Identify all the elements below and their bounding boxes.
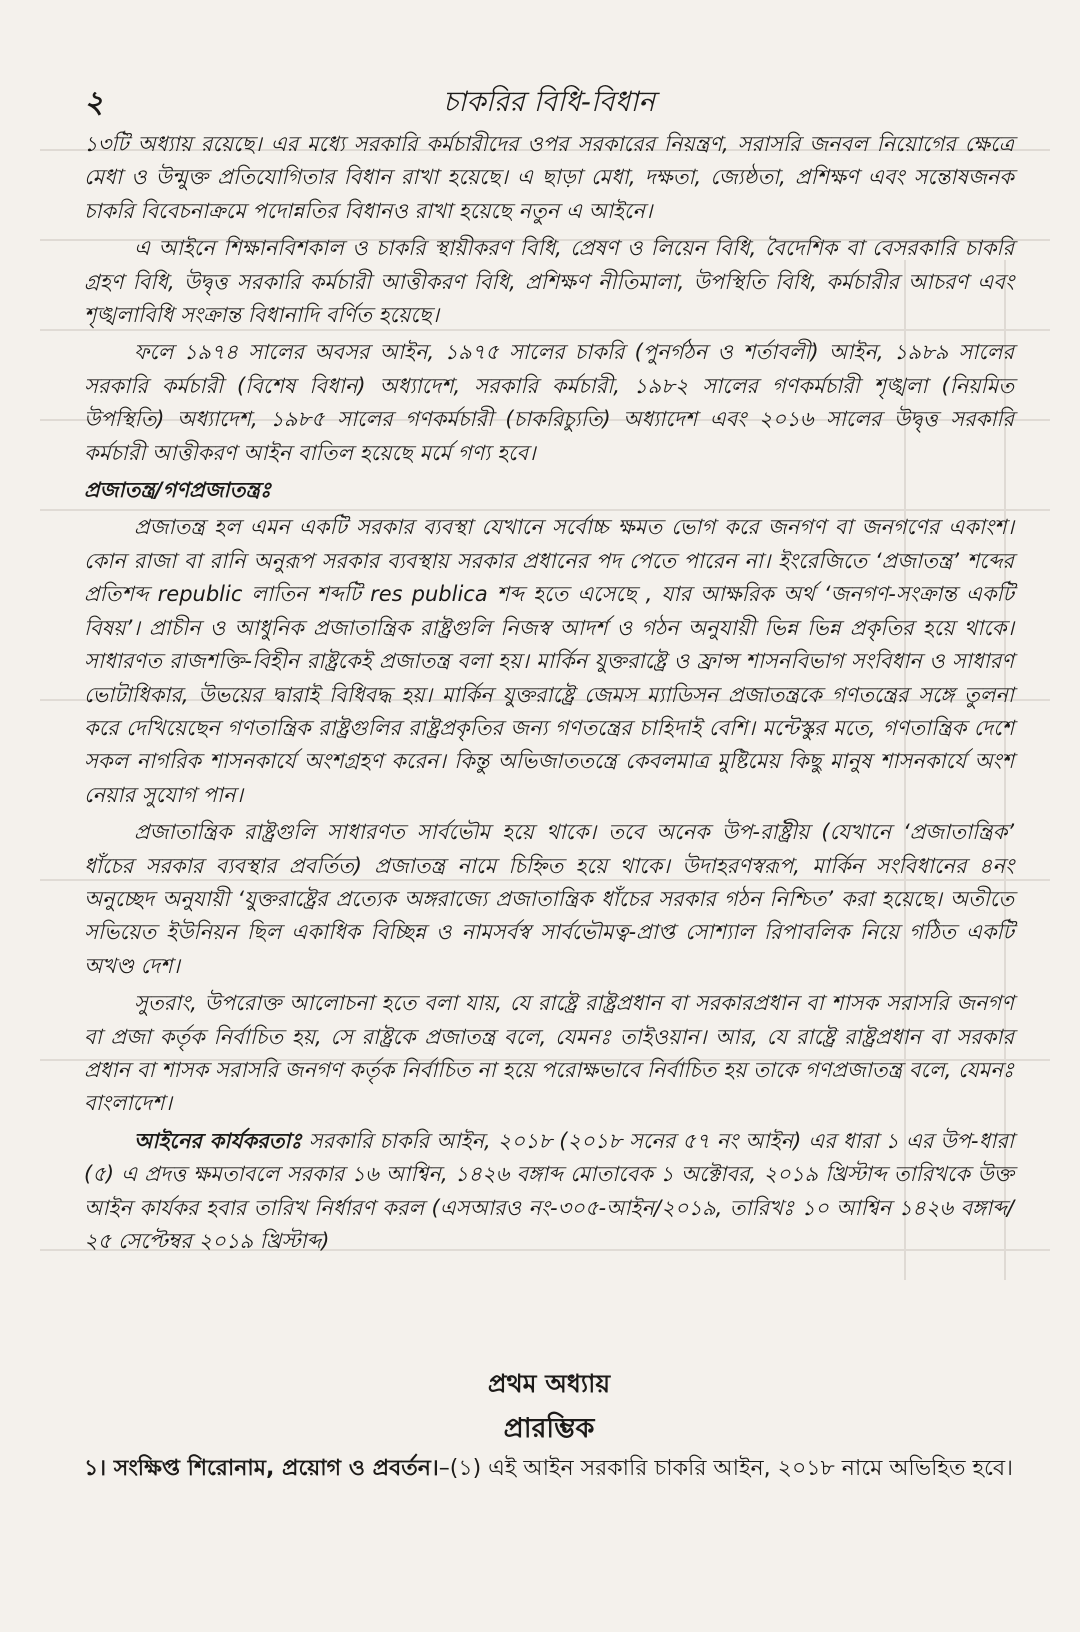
section-1-label: ১। সংক্ষিপ্ত শিরোনাম, প্রয়োগ ও প্রবর্তন। xyxy=(84,1456,439,1481)
body-text xyxy=(84,128,1014,1262)
effective-text: সরকারি চাকরি আইন, ২০১৮ (২০১৮ সনের ৫৭ নং আইন) এর ধারা ১ এর উপ-ধারা (৫) এ প্রদত্ত ক্ষমতাবলে সরকার ১৬ আশ্বিন, ১৪২৬ বঙ্গাব্দ মোতাবেক ১ অক্টোবর, ২০১৯ খ্রিস্টাব্দ তারিখকে উক্ত আইন কার্যকর হবার তারিখ নির্ধারণ করল (এসআরও নং-৩০৫-আইন/২০১৯, তারিখঃ ১০ আশ্বিন ১৪২৬ বঙ্গাব্দ/২৫ সেপ্টেম্বর ২০১৯ খ্রিস্টাব্দ) xyxy=(84,1128,1014,1253)
paragraph-rules: এ আইনে শিক্ষানবিশকাল ও চাকরি স্থায়ীকরণ বিধি, প্রেষণ ও লিয়েন বিধি, বৈদেশিক বা বেসরকারি চাকরি গ্রহণ বিধি, উদ্বৃত্ত সরকারি কর্মচারী আত্তীকরণ বিধি, প্রশিক্ষণ নীতিমালা, উপস্থিতি বিধি, কর্মচারীর আচরণ এবং শৃঙ্খলাবিধি সংক্রান্ত বিধানাদি বর্ণিত হয়েছে। xyxy=(84,236,1014,328)
republic-heading: প্রজাতন্ত্র/গণপ্রজাতন্ত্রঃ xyxy=(84,478,272,503)
chapter-title: প্রারম্ভিক xyxy=(503,1413,595,1444)
paragraph-republic-states: প্রজাতান্ত্রিক রাষ্ট্রগুলি সাধারণত সার্বভৌম হয়ে থাকে। তবে অনেক উপ-রাষ্ট্রীয় (যেখানে ‘প্রজাতান্ত্রিক’ ধাঁচের সরকার ব্যবস্থার প্রবর্তিত) প্রজাতন্ত্র নামে চিহ্নিত হয়ে থাকে। উদাহরণস্বরূপ, মার্কিন সংবিধানের ৪নং অনুচ্ছেদ অনুযায়ী ‘যুক্তরাষ্ট্রের প্রত্যেক অঙ্গরাজ্যে প্রজাতান্ত্রিক ধাঁচের সরকার গঠন নিশ্চিত’ করা হয়েছে। অতীতে সভিয়েত ইউনিয়ন ছিল একাধিক বিচ্ছিন্ন ও নামসর্বস্ব সার্বভৌমত্ব-প্রাপ্ত সোশ্যাল রিপাবলিক নিয়ে গঠিত একটি অখণ্ড দেশ। xyxy=(84,820,1014,978)
paragraph-republic-definition: প্রজাতন্ত্র হল এমন একটি সরকার ব্যবস্থা যেখানে সর্বোচ্চ ক্ষমত ভোগ করে জনগণ বা জনগণের একাংশ। কোন রাজা বা রানি অনুরূপ সরকার ব্যবস্থায় সরকার প্রধানের পদ পেতে পারেন না। ইংরেজিতে ‘প্রজাতন্ত্র’ শব্দের প্রতিশব্দ republic লাতিন শব্দটি res publica শব্দ হতে এসেছে , যার আক্ষরিক অর্থ ‘জনগণ-সংক্রান্ত একটি বিষয়’। প্রাচীন ও আধুনিক প্রজাতান্ত্রিক রাষ্ট্রগুলি নিজস্ব আদর্শ ও গঠন অনুযায়ী ভিন্ন ভিন্ন প্রকৃতির হয়ে থাকে। সাধারণত রাজশক্তি-বিহীন রাষ্ট্রকেই প্রজাতন্ত্র বলা হয়। মার্কিন যুক্তরাষ্ট্রে ও ফ্রান্স শাসনবিভাগ সংবিধান ও সাধারণ ভোটাধিকার, উভয়ের দ্বারাই বিধিবদ্ধ হয়। মার্কিন যুক্তরাষ্ট্রে জেমস ম্যাডিসন প্রজাতন্ত্রকে গণতন্ত্রের সঙ্গে তুলনা করে দেখিয়েছেন গণতান্ত্রিক রাষ্ট্রগুলির রাষ্ট্রপ্রকৃতির জন্য গণতন্ত্রের চাহিদাই বেশি। মন্টেস্কুর মতে, গণতান্ত্রিক দেশে সকল নাগরিক শাসনকার্যে অংশগ্রহণ করেন। কিন্তু অভিজাততন্ত্রে কেবলমাত্র মুষ্টিমেয় কিছু মানুষ শাসনকার্যে অংশ নেয়ার সুযোগ পান। xyxy=(84,515,1014,807)
effective-label: আইনের কার্যকরতাঃ xyxy=(134,1128,302,1153)
paragraph-conclusion: সুতরাং, উপরোক্ত আলোচনা হতে বলা যায়, যে রাষ্ট্রে রাষ্ট্রপ্রধান বা সরকারপ্রধান বা শাসক সরাসরি জনগণ বা প্রজা কর্তৃক নির্বাচিত হয়, সে রাষ্ট্রকে প্রজাতন্ত্র বলে, যেমনঃ তাইওয়ান। আর, যে রাষ্ট্রে রাষ্ট্রপ্রধান বা সরকার প্রধান বা শাসক সরাসরি জনগণ কর্তৃক নির্বাচিত না হয়ে পরোক্ষভাবে নির্বাচিত হয় তাকে গণপ্রজাতন্ত্র বলে, যেমনঃ বাংলাদেশ। xyxy=(84,991,1014,1116)
paragraph-effectiveness xyxy=(84,1125,1014,1259)
paragraph-repealed-laws: ফলে ১৯৭৪ সালের অবসর আইন, ১৯৭৫ সালের চাকরি (পুনর্গঠন ও শর্তাবলী) আইন, ১৯৮৯ সালের সরকারি কর্মচারী (বিশেষ বিধান) অধ্যাদেশ, সরকারি কর্মচারী, ১৯৮২ সালের গণকর্মচারী শৃঙ্খলা (নিয়মিত উপস্থিতি) অধ্যাদেশ, ১৯৮৫ সালের গণকর্মচারী (চাকরিচ্যুতি) অধ্যাদেশ এবং ২০১৬ সালের উদ্বৃত্ত সরকারি কর্মচারী আত্তীকরণ আইন বাতিল হয়েছে মর্মে গণ্য হবে। xyxy=(84,340,1014,465)
page-number: ২ xyxy=(84,85,104,120)
paragraph-intro: ১৩টি অধ্যায় রয়েছে। এর মধ্যে সরকারি কর্মচারীদের ওপর সরকারের নিয়ন্ত্রণ, সরাসরি জনবল নিয়োগের ক্ষেত্রে মেধা ও উন্মুক্ত প্রতিযোগিতার বিধান রাখা হয়েছে। এ ছাড়া মেধা, দক্ষতা, জ্যেষ্ঠতা, প্রশিক্ষণ এবং সন্তোষজনক চাকরি বিবেচনাক্রমে পদোন্নতির বিধানও রাখা হয়েছে নতুন এ আইনে। xyxy=(84,132,1014,223)
chapter-number: প্রথম অধ্যায় xyxy=(487,1369,611,1398)
running-title: চাকরির বিধি-বিধান xyxy=(442,85,656,118)
page-header xyxy=(84,78,1014,122)
section-1-text: –(১) এই আইন সরকারি চাকরি আইন, ২০১৮ নামে অভিহিত হবে। xyxy=(438,1456,1013,1481)
section-1 xyxy=(84,1452,1014,1485)
